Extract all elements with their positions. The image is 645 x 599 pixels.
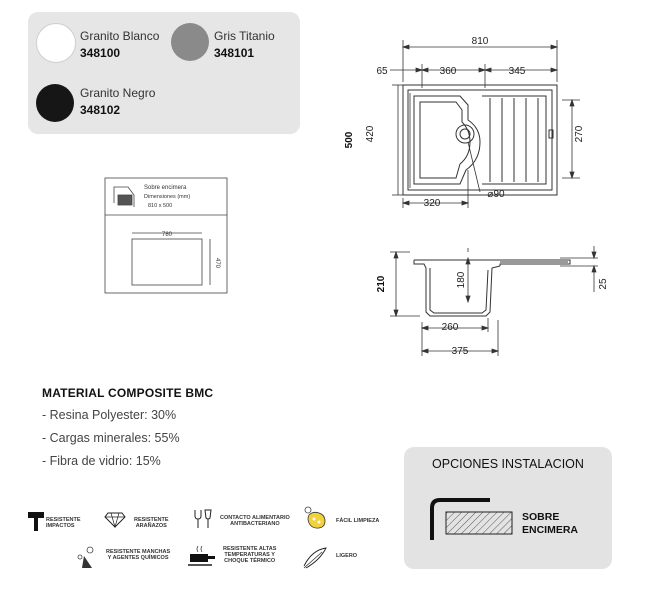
feature-clean-label: FÁCIL LIMPIEZA — [336, 518, 380, 524]
cutout-height: 470 — [214, 257, 220, 269]
section-view-drawing — [360, 240, 620, 360]
color-code: 348101 — [214, 46, 255, 60]
feature-scratch-label: RESISTENTE ARAÑAZOS — [134, 517, 169, 529]
cutout-dims-value: 810 x 500 — [148, 203, 173, 209]
dim-drainer-width: 345 — [508, 66, 526, 77]
cutout-width: 780 — [161, 232, 173, 238]
cutout-diagram — [104, 177, 229, 295]
hot-pan-icon — [186, 544, 216, 568]
dim-total-depth: 210 — [376, 275, 387, 293]
dim-total-height: 500 — [344, 131, 355, 149]
color-name: Granito Negro — [80, 86, 156, 100]
color-name: Gris Titanio — [214, 29, 275, 43]
dim-drainer-height: 270 — [574, 125, 585, 143]
feature-light-label: LIGERO — [336, 553, 358, 559]
material-item: - Cargas minerales: 55% — [42, 431, 180, 445]
material-title: MATERIAL COMPOSITE BMC — [42, 386, 214, 400]
cutout-title: Sobre encimera — [144, 185, 187, 191]
surface-mount-icon — [428, 496, 518, 542]
dim-drain-offset: 320 — [423, 198, 441, 209]
color-swatch-black — [36, 84, 74, 122]
drops-icon — [74, 544, 100, 570]
dim-outer-width: 375 — [451, 346, 469, 357]
feature-heat-label: RESISTENTE ALTAS TEMPERATURAS Y CHOQUE TÉRMICO — [223, 546, 277, 564]
material-item: - Resina Polyester: 30% — [42, 408, 177, 422]
installation-option-label: ENCIMERA — [522, 524, 579, 536]
color-code: 348100 — [80, 46, 121, 60]
hammer-icon — [26, 510, 46, 532]
installation-option-label: SOBRE — [522, 511, 560, 523]
feature-stains-label: RESISTENTE MANCHAS Y AGENTES QUÍMICOS — [106, 549, 171, 561]
feature-food-label: CONTACTO ALIMENTARIO ANTIBACTERIANO — [220, 515, 290, 527]
dim-bowl-width: 360 — [439, 66, 457, 77]
installation-title: OPCIONES INSTALACION — [432, 457, 584, 471]
diamond-icon — [104, 512, 126, 528]
cutout-dims-label: Dimensiones (mm) — [144, 194, 191, 200]
dim-drainer-depth: 25 — [598, 278, 609, 290]
color-swatch-grey — [171, 23, 209, 61]
dim-bowl-height: 420 — [365, 125, 376, 143]
sponge-icon — [303, 505, 329, 531]
color-code: 348102 — [80, 103, 121, 117]
dim-left-margin: 65 — [376, 66, 388, 77]
color-name: Granito Blanco — [80, 29, 160, 43]
feature-impact-label: RESISTENTE IMPACTOS — [46, 517, 81, 529]
material-item: - Fibra de vidrio: 15% — [42, 454, 161, 468]
top-view-drawing — [330, 30, 630, 215]
feather-icon — [302, 546, 328, 570]
dim-bowl-depth: 180 — [456, 271, 467, 289]
dim-drain-diameter: ⌀90 — [487, 189, 505, 200]
dim-total-width: 810 — [471, 36, 489, 47]
glass-fork-icon — [192, 508, 214, 530]
color-swatch-white — [36, 23, 76, 63]
dim-inner-width: 260 — [441, 322, 459, 333]
